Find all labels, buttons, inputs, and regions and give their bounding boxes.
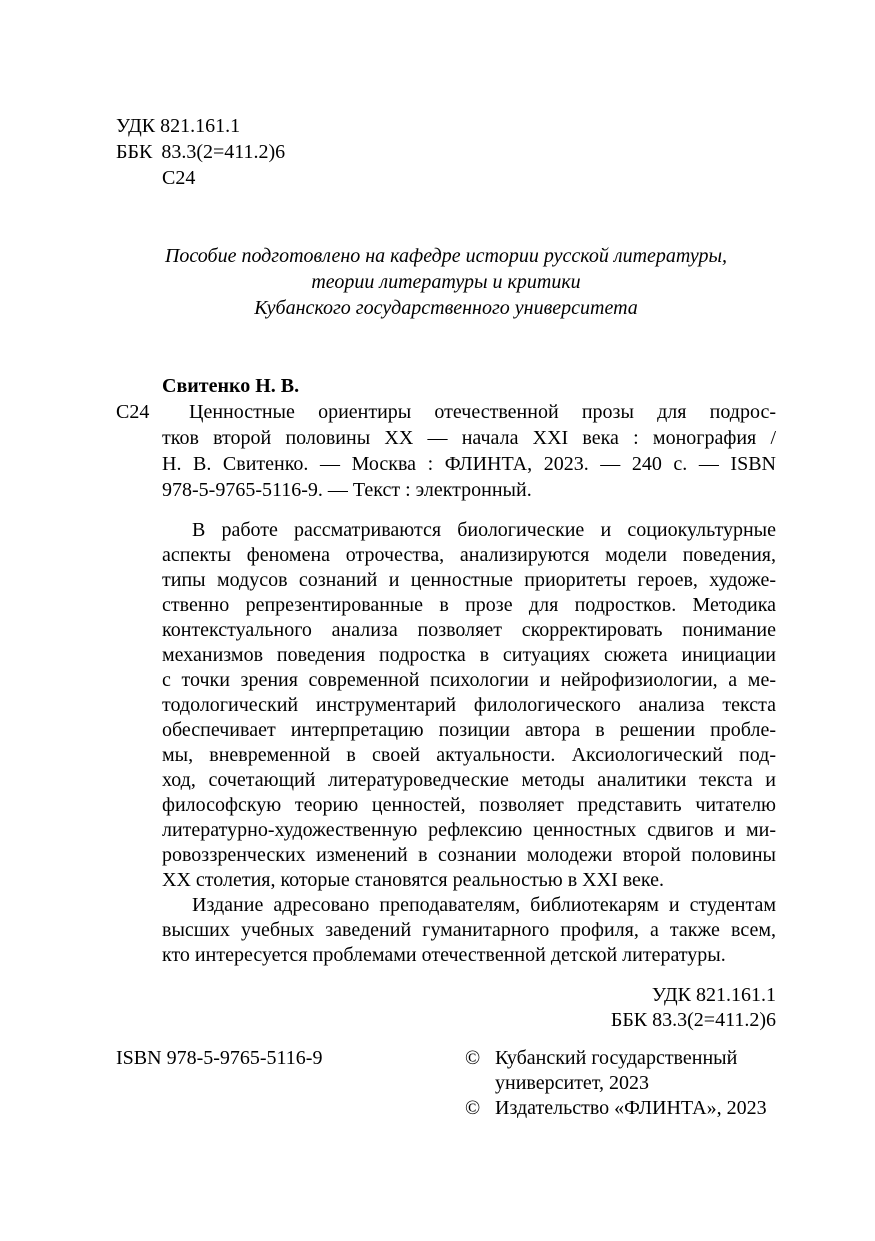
abstract-line: литературно-художественную рефлексию ценностных сдвигов и ми- [162, 819, 776, 841]
copyright-symbol: © [465, 1047, 481, 1069]
bbk-repeat: ББК 83.3(2=411.2)6 [610, 1009, 776, 1031]
copyright-holder: университет, 2023 [495, 1072, 650, 1094]
bbk-label: ББК [116, 141, 153, 163]
udk-code [116, 114, 240, 138]
abstract-line: ственно репрезентированные в прозе для подростков. Методика [162, 594, 776, 616]
abstract-line: XX столетия, которые становятся реальностью в XXI веке. [162, 869, 665, 891]
abstract-line: аспекты феномена отрочества, анализируются модели поведения, [162, 544, 776, 566]
abstract-line: философскую теорию ценностей, позволяет представить читателю [162, 794, 776, 816]
copyright-symbol: © [465, 1097, 481, 1119]
isbn: ISBN 978-5-9765-5116-9 [116, 1047, 323, 1069]
copyright-holder: Издательство «ФЛИНТА», 2023 [495, 1097, 767, 1119]
preparation-note-line: теории литературы и критики [311, 271, 581, 293]
abstract-line: типы модусов сознаний и ценностные приоритеты героев, художе- [162, 569, 776, 591]
audience-line: кто интересуется проблемами отечественной детской литературы. [162, 944, 726, 966]
bibliographic-record-line: тков второй половины XX — начала XXI века : монография / [162, 427, 776, 449]
audience-line: Издание адресовано преподавателям, библиотекарям и студентам [192, 894, 776, 916]
preparation-note-line: Кубанского государственного университета [254, 297, 638, 319]
udk-label: УДК [116, 115, 156, 137]
audience-line: высших учебных заведений гуманитарного профиля, а также всем, [162, 919, 776, 941]
abstract-line: ровоззренческих изменений в сознании молодежи второй половины [162, 844, 776, 866]
abstract-line: тодологический инструментарий филологического анализа текста [162, 694, 776, 716]
bbk-value: 83.3(2=411.2)6 [161, 141, 286, 163]
preparation-note-line: Пособие подготовлено на кафедре истории русской литературы, [164, 245, 728, 267]
author-heading: Свитенко Н. В. [162, 375, 300, 397]
udk-repeat: УДК 821.161.1 [651, 984, 776, 1006]
abstract-line: В работе рассматриваются биологические и социокультурные [192, 519, 776, 541]
entry-mark: С24 [116, 401, 150, 423]
preparation-note [116, 243, 776, 321]
abstract-line: контекстуального анализа позволяет скорректировать понимание [162, 619, 776, 641]
bbk-code [116, 140, 285, 164]
abstract-line: мы, вневременной в своей актуальности. Аксиологический под- [162, 744, 776, 766]
bibliographic-record-line: Ценностные ориентиры отечественной прозы для подрос- [189, 401, 776, 423]
author-mark: С24 [162, 167, 196, 189]
abstract-line: ход, сочетающий литературоведческие методы аналитики текста и [162, 769, 776, 791]
udk-value: 821.161.1 [160, 115, 241, 137]
copyright-holder: Кубанский государственный [495, 1047, 738, 1069]
bibliographic-record-line: 978-5-9765-5116-9. — Текст : электронный. [162, 479, 532, 501]
abstract-line: механизмов поведения подростка в ситуациях сюжета инициации [162, 644, 776, 666]
abstract-line: с точки зрения современной психологии и нейрофизиологии, а ме- [162, 669, 776, 691]
bibliographic-record-line: Н. В. Свитенко. — Москва : ФЛИНТА, 2023. — 240 с. — ISBN [162, 453, 776, 475]
abstract-line: обеспечивает интерпретацию позиции автора в решении пробле- [162, 719, 776, 741]
